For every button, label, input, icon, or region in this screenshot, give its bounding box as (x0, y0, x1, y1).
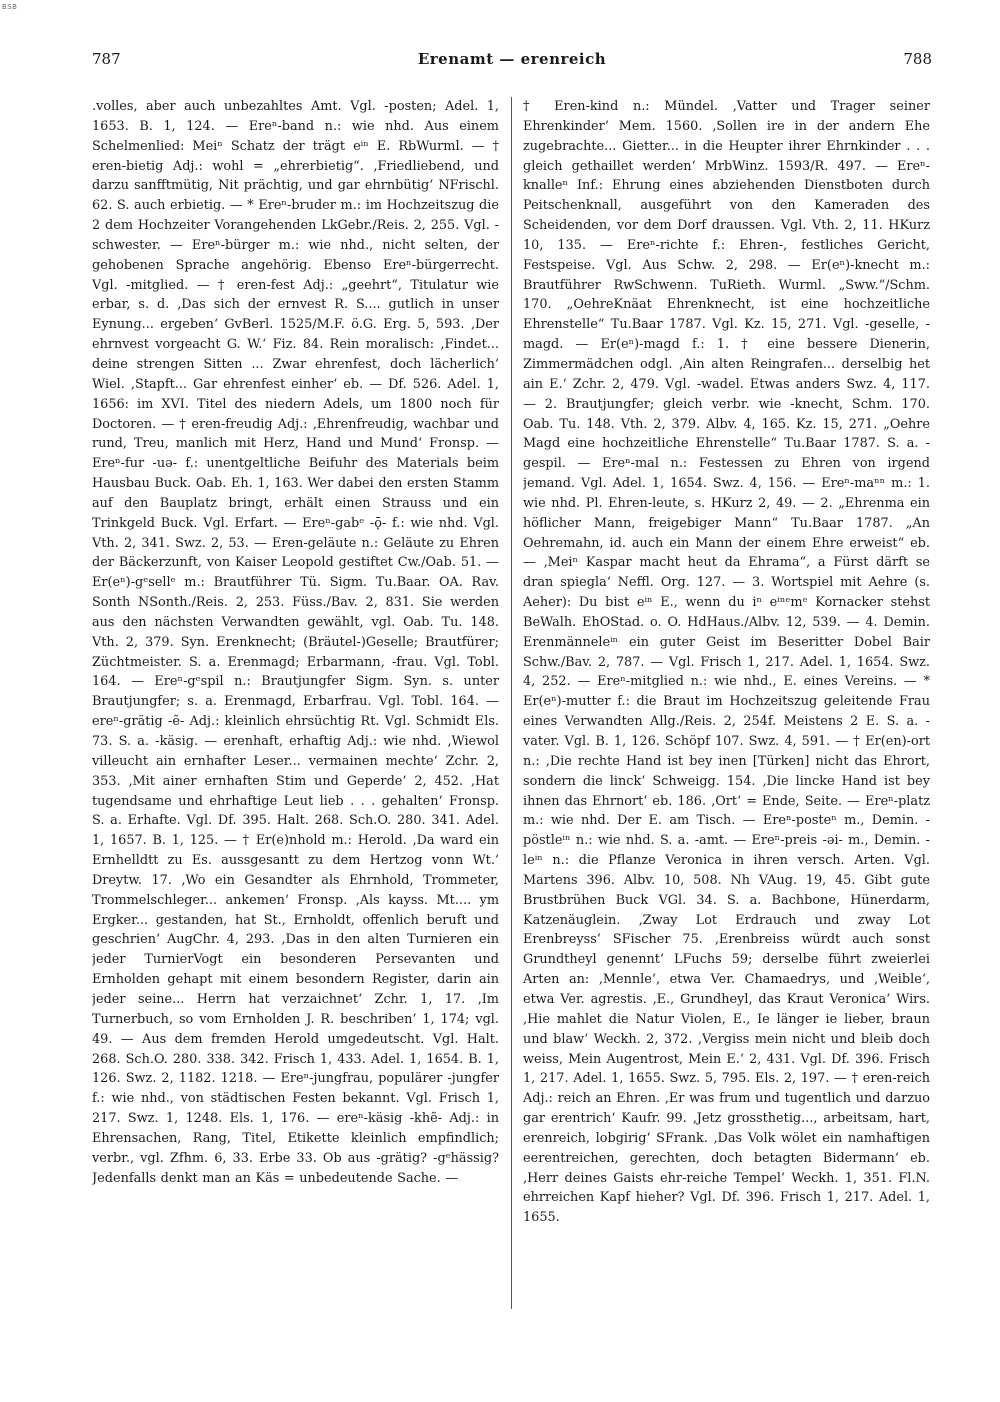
right-column-text: † Eren-kind n.: Mündel. ‚Vatter und Trager seiner Ehrenkinder‘ Mem. 1560. ‚Sollen ire in der andern Ehe zugebrachte... Gietter... in die Heupter ihrer Ehrnkinder . . . gleich gethaillet werden‘ MrbWinz. 1593/R. 497. — Ereⁿ-knalleⁿ Inf.: Ehrung eines abziehenden Dienstboten durch Peitschenknall, ausgeführt von den Kameraden des Scheidenden, vor dem Dorf draussen. Vgl. Vth. 2, 11. HKurz 10, 135. — Ereⁿ-richte f.: Ehren-, festliches Gericht, Festspeise. Vgl. Aus Schw. 2, 298. — Er(eⁿ)-knecht m.: Brautführer RwSchwenn. TuRieth. Wurml. „Sww.“/Schm. 170. „OehreKnäat Ehrenknecht, ist eine hochzeitliche Ehrenstelle“ Tu.Baar 1787. Vgl. Kz. 15, 271. Vgl. -geselle, -magd. — Er(eⁿ)-magd f.: 1. † eine bessere Dienerin, Zimmermädchen odgl. ‚Ain alten Reingrafen... derselbig het ain E.‘ Zchr. 2, 479. Vgl. -wadel. Etwas anders Swz. 4, 117. — 2. Brautjungfer; gleich verbr. wie -knecht, Schm. 170. Oab. Tu. 148. Vth. 2, 379. Albv. 4, 165. Kz. 15, 271. „Oehre Magd eine hochzeitliche Ehrenstelle“ Tu.Baar 1787. S. a. -gespil. — Ereⁿ-mal n.: Festessen zu Ehren von irgend jemand. Vgl. Adel. 1, 1654. Swz. 4, 156. — Ereⁿ-maⁿⁿ m.: 1. wie nhd. Pl. Ehren-leute, s. HKurz 2, 49. — 2. „Ehrenma ein höflicher Mann, freigebiger Mann“ Tu.Baar 1787. „An Oehremahn, id. auch ein Mann der einem Ehre erweist“ eb. — ‚Meiⁿ Kaspar macht heut da Ehrama“, a Fürst därft se dran spiegla‘ Neffl. Org. 127. — 3. Wortspiel mit Aehre (s. Aeher): Du bist eⁱⁿ E., wenn du iⁿ eⁱⁿᵉmᵉ Kornacker stehst BeWalh. EhOStad. o. O. HdHaus./Albv. 12, 539. — 4. Demin. Erenmänneleⁱⁿ ein guter Geist im Beseritter Dobel Bair Schw./Bav. 2, 787. — Vgl. Frisch 1, 217. Adel. 1, 1654. Swz. 4, 252. — Ereⁿ-mitglied n.: wie nhd., E. eines Vereins. — * Er(eⁿ)-mutter f.: die Braut im Hochzeitszug geleitende Frau eines Verwandten Allg./Reis. 2, 254f. Meistens 2 E. S. a. -vater. Vgl. B. 1, 126. Schöpf 107. Swz. 4, 591. — † Er(en)-ort n.: ‚Die rechte Hand ist bey inen [Türken] nicht das Ehrort, sondern die linck‘ Schweigg. 154. ‚Die lincke Hand ist bey ihnen das Ehrnort‘ eb. 186. ‚Ort‘ = Ende, Seite. — Ereⁿ-platz m.: wie nhd. Der E. am Tisch. — Ereⁿ-posteⁿ m., Demin. -pöstleⁱⁿ n.: wie nhd. S. a. -amt. — Ereⁿ-preis -əi- m., Demin. -leⁱⁿ n.: die Pflanze Veronica in ihren versch. Arten. Vgl. Martens 396. Albv. 10, 508. Nh VAug. 19, 45. Gibt gute Brustbrühen Buck VGl. 34. S. a. Bachbone, Hünerdarm, Katzenäuglein. ‚Zway Lot Erdrauch und zway Lot Erenbreyss‘ SFischer 75. ‚Erenbreiss würdt auch sonst Grundtheyl genennt‘ LFuchs 59; derselbe führt zweierlei Arten an: ‚Mennle‘, etwa Ver. Chamaedrys, und ‚Weible‘, etwa Ver. agrestis. ‚E., Grundheyl, das Kraut Veronica‘ Wirs. ‚Hie mahlet die Natur Violen, E., Ie länger ie lieber, braun und blaw‘ Weckh. 2, 372. ‚Vergiss mein nicht und bleib doch weiss, Mein Augentrost, Mein E.‘ 2, 431. Vgl. Df. 396. Frisch 1, 217. Adel. 1, 1655. Swz. 5, 795. Els. 2, 197. — † eren-reich Adj.: reich an Ehren. ‚Er was frum und tugentlich und darzuo gar erentrich‘ Kaufr. 99. ‚Jetz grossthetig..., arbeitsam, hart, erenreich, lobgirig‘ SFrank. ‚Das Volk wölet ein namhaftigen eerentreichen, gerechten, doch betagten Bidermann‘ eb. ‚Herr deines Gaists ehr-reiche Tempel‘ Weckh. 1, 351. Fl.N. ehrreichen Kapf hieher? Vgl. Df. 396. Frisch 1, 217. Adel. 1, 1655. (523, 99, 930, 1226)
library-stamp: BSB (2, 3, 18, 11)
dictionary-columns (92, 97, 932, 1309)
running-title: Erenamt — erenreich (417, 50, 607, 68)
right-column (523, 97, 930, 1309)
page-header (92, 50, 932, 72)
column-divider (511, 97, 512, 1309)
page-number-left: 787 (92, 50, 121, 68)
page-number-right: 788 (903, 50, 932, 68)
left-column (92, 97, 499, 1309)
left-column-text: .volles, aber auch unbezahltes Amt. Vgl. -posten; Adel. 1, 1653. B. 1, 124. — Ereⁿ-band n.: wie nhd. Aus einem Schelmenlied: Meiⁿ Schatz der trägt eⁱⁿ E. RbWurml. — † eren-bietig Adj.: wohl = „ehrerbietig“. ‚Friedliebend, und darzu sanfftmütig, Nit prächtig, und gar ehrnbütig‘ NFrischl. 62. S. auch erbietig. — * Ereⁿ-bruder m.: im Hochzeitszug die 2 dem Hochzeiter Vorangehenden LkGebr./Reis. 2, 255. Vgl. -schwester. — Ereⁿ-bürger m.: wie nhd., nicht selten, der gehobenen Sprache angehörig. Ebenso Ereⁿ-bürgerrecht. Vgl. -mitglied. — † eren-fest Adj.: „geehrt“, Titulatur wie erbar, s. d. ‚Das sich der ernvest R. S.... gutlich in unser Eynung... ergeben‘ GvBerl. 1525/M.F. ö.G. Erg. 5, 593. ‚Der ehrnvest vorgeacht G. W.‘ Fiz. 84. Rein moralisch: ‚Findet... deine strengen Sitten ... Zwar ehrenfest, doch lächerlich‘ Wiel. ‚Stapft... Gar ehrenfest einher‘ eb. — Df. 526. Adel. 1, 1656: im XVI. Titel des niedern Adels, um 1800 noch für Doctoren. — † eren-freudig Adj.: ‚Ehrenfreudig, wachbar und rund, Treu, manlich mit Herz, Hand und Mund‘ Fronsp. — Ereⁿ-fur -uə- f.: unentgeltliche Beifuhr des Materials beim Hausbau Buck. Oab. Eh. 1, 163. Wer dabei den ersten Stamm auf den Bauplatz bringt, erhält einen Strauss und ein Trinkgeld Buck. Vgl. Erfart. — Ereⁿ-gabᵉ -ǭ- f.: wie nhd. Vgl. Vth. 2, 341. Swz. 2, 53. — Eren-geläute n.: Geläute zu Ehren der Bäckerzunft, von Kaiser Leopold gestiftet Cw./Oab. 51. — Er(eⁿ)-gᵉsellᵉ m.: Brautführer Tü. Sigm. Tu.Baar. OA. Rav. Sonth NSonth./Reis. 2, 253. Füss./Bav. 2, 831. Sie werden aus den nächsten Verwandten gewählt, vgl. Oab. Tu. 148. Vth. 2, 379. Syn. Erenknecht; (Bräutel-)Geselle; Brautfürer; Züchtmeister. S. a. Erenmagd; Erbarmann, -frau. Vgl. Tobl. 164. — Ereⁿ-gᵉspil n.: Brautjungfer Sigm. Syn. s. unter Brautjungfer; s. a. Erenmagd, Erbarfrau. Vgl. Tobl. 164. — ereⁿ-grätig -ẽ- Adj.: kleinlich ehrsüchtig Rt. Vgl. Schmidt Els. 73. S. a. -käsig. — erenhaft, erhaftig Adj.: wie nhd. ‚Wiewol villeucht ain ernhafter Leser... vermainen mechte‘ Zchr. 2, 353. ‚Mit ainer ernhaften Stim und Geperde‘ 2, 452. ‚Hat tugendsame und ehrhaftige Leut lieb . . . gehalten‘ Fronsp. S. a. Erhafte. Vgl. Df. 395. Halt. 268. Sch.O. 280. 341. Adel. 1, 1657. B. 1, 125. — † Er(e)nhold m.: Herold. ‚Da ward ein Ernhelldtt zu Es. aussgesantt zu dem Hertzog vonn Wt.‘ Dreytw. 17. ‚Wo ein Gesandter als Ehrnhold, Trommeter, Trommelschleger... ankemen‘ Fronsp. ‚Als kayss. Mt.... ym Ergker... gestanden, hat St., Ernholdt, offenlich beruft und geschrien‘ AugChr. 4, 293. ‚Das in den alten Turnieren ein jeder TurnierVogt ein besonderen Persevanten und Ernholden gehapt mit einem besondern Register, darin ain jeder seine... Herrn hat verzaichnet‘ Zchr. 1, 17. ‚Im Turnerbuch, so vom Ernholden J. R. beschriben‘ 1, 174; vgl. 49. — Aus dem fremden Herold umgedeutscht. Vgl. Halt. 268. Sch.O. 280. 338. 342. Frisch 1, 433. Adel. 1, 1654. B. 1, 126. Swz. 2, 1182. 1218. — Ereⁿ-jungfrau, populärer -jungfer f.: wie nhd., von städtischen Festen bekannt. Vgl. Frisch 1, 217. Swz. 1, 1248. Els. 1, 176. — ereⁿ-käsig -khẽ- Adj.: in Ehrensachen, Rang, Titel, Etikette kleinlich empfindlich; verbr., vgl. Zfhm. 6, 33. Erbe 33. Ob aus -grätig? -gᵉhässig? Jedenfalls denkt man an Käs = unbedeutende Sache. — (92, 99, 499, 1186)
